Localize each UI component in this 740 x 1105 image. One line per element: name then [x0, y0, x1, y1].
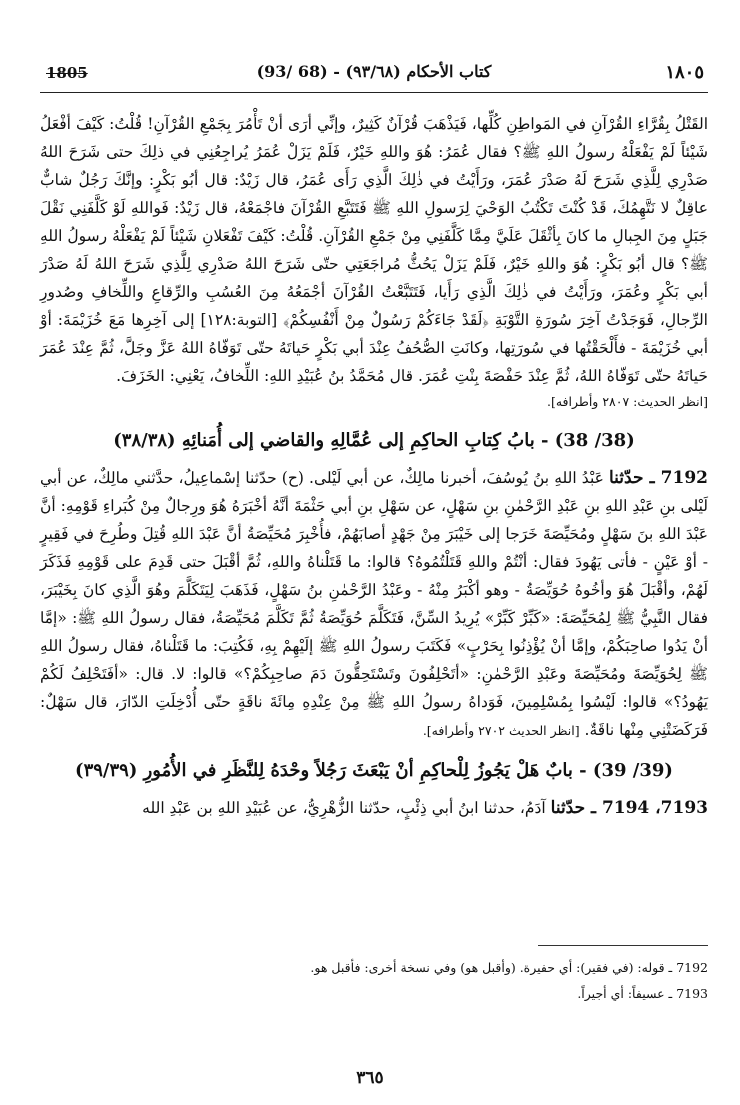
- hadith-7192: [40, 464, 708, 744]
- hadith-number: 7193، 7194 ـ حدّثنا: [550, 798, 708, 818]
- main-text: [40, 110, 708, 822]
- footnote-divider: [538, 945, 708, 946]
- chapter-heading: (39/ 39) - بابٌ هَلْ يَجُوزُ لِلْحاكِمِ أنْ يَبْعَثَ رَجُلاً وحْدَهُ لِلنَّظَرِ في الأُمُورِ (٣٩/٣٩): [75, 760, 673, 781]
- page-header: [40, 58, 708, 93]
- footnote: 7193 ـ عسيفاً: أي أجيراً.: [577, 986, 708, 1001]
- footnotes: [40, 955, 708, 1007]
- page-number: ٣٦٥: [356, 1068, 384, 1088]
- cross-reference: [انظر الحديث ٢٧٠٢ وأطرافه].: [422, 723, 580, 738]
- hadith-text: آدَمُ، حدثنا ابنُ أبي ذِئْبٍ، حدّثنا الزُّهْرِيُّ، عن عُبَيْدِ اللهِ بن عَبْدِ الله: [142, 799, 546, 817]
- header-page-number-latin: 1805: [46, 64, 88, 82]
- chapter-heading: (38/ 38) - بابُ كِتابِ الحاكِمِ إلى عُمَّالِهِ والقاضي إلى أُمَنائِهِ (٣٨/٣٨): [113, 430, 635, 451]
- hadith-number: 7192 ـ حدّثنا: [609, 468, 708, 488]
- header-running-title: (93/ 68) - كتاب الأحكام (٩٣/٦٨): [256, 62, 492, 81]
- hadith-text: عَبْدُ اللهِ بنُ يُوسُفَ، أخبرنا مالِكٌ، عن أبي لَيْلى. (ح) حدّثنا إسْماعِيلُ، حدَّثني مالِكٌ، عن أبي لَيْلى بنِ عَبْدِ اللهِ بنِ عَبْدِ الرَّحْمٰنِ بنِ سَهْلٍ، عن سَهْلِ بنِ أبي حَثْمَةَ أنَّهُ أخْبَرَهُ هُوَ ورِجالٌ مِنْ كُبَراءِ قَوْمِهِ: أنَّ عَبْدَ اللهِ بنَ سَهْلٍ ومُحَيِّصَةَ خَرَجا إلى خَيْبَرَ مِنْ جَهْدٍ أصابَهُمْ، فأُخْبِرَ مُحَيِّصَةُ أنَّ عَبْدَ اللهِ قُتِلَ وطُرِحَ في فَقِيرٍ - أوْ عَيْنٍ - فأتى يَهُودَ فقال: أنْتُمْ واللهِ قَتَلْتُمُوهُ؟ قالوا: ما قَتَلْناهُ واللهِ، ثُمَّ أقْبَلَ حتى قَدِمَ على قَوْمِهِ فَذَكَرَ لَهُمْ، وأقْبَلَ هُوَ وأخُوهُ حُوَيِّصَةُ - وهو أكْبَرُ مِنْهُ - وعَبْدُ الرَّحْمٰنِ بنُ سَهْلٍ، فَذَهَبَ لِيَتَكَلَّمَ وهُوَ الَّذِي كانَ بِخَيْبَرَ، فقال النَّبِيُّ ﷺ لِمُحَيِّصَةَ: «كَبِّرْ كَبِّرْ» يُرِيدُ السِّنَّ، فَتَكَلَّمَ حُوَيِّصَةُ ثُمَّ تَكَلَّمَ مُحَيِّصَةُ، فقال رسولُ اللهِ ﷺ: «إمَّا أنْ يَدُوا صاحِبَكُمْ، وإمَّا أنْ يُؤْذِنُوا بِحَرْبٍ» فَكَتَبَ رسولُ اللهِ ﷺ إلَيْهِمْ بِهِ، فَكُتِبَ: ما قَتَلْناهُ، فقال رسولُ اللهِ ﷺ لِحُوَيِّصَةَ ومُحَيِّصَةَ وعَبْدِ الرَّحْمٰنِ: «أتَحْلِفُونَ وتَسْتَحِقُّونَ دَمَ صاحِبِكُمْ؟» قالوا: لا. قال: «أفَتَحْلِفُ لَكُمْ يَهُودُ؟» قالوا: لَيْسُوا بِمُسْلِمِينَ، فَوَداهُ رسولُ اللهِ ﷺ مِنْ عِنْدِهِ مِائَةَ ناقَةٍ حتّى أُدْخِلَتِ الدّارَ، قال سَهْلٌ: فَرَكَضَتْنِي مِنْها ناقَةٌ.: [40, 469, 708, 739]
- hadith-continuation: القَتْلُ بِقُرَّاءِ القُرْآنِ في المَواطِنِ كُلِّها، فَيَذْهَبَ قُرْآنٌ كَثِيرٌ، وإنِّي أرَى أنْ تَأْمُرَ بِجَمْعِ القُرْآنِ! قُلْتُ: كَيْفَ أفْعَلُ شَيْئاً لَمْ يَفْعَلْهُ رسولُ اللهِ ﷺ؟ فقال عُمَرُ: هُوَ واللهِ خَيْرٌ، فَلَمْ يَزَلْ عُمَرُ يُراجِعُنِي في ذلِكَ حتى شَرَحَ اللهُ صَدْرِي لِلَّذِي شَرَحَ لَهُ صَدْرَ عُمَرَ، ورَأَيْتُ في ذٰلِكَ الَّذِي رَأَى عُمَرُ، قال زَيْدٌ: قال أبُو بَكْرٍ: وإنَّكَ رَجُلٌ شابٌّ عاقِلٌ لا نَتَّهِمُكَ، قَدْ كُنْتَ تَكْتُبُ الوَحْيَ لِرَسولِ اللهِ ﷺ فَتَتَبَّعِ القُرْآنَ فاجْمَعْهُ، قال زَيْدٌ: فَواللهِ لَوْ كَلَّفَنِي نَقْلَ جَبَلٍ مِنَ الجِبالِ ما كانَ بِأثْقَلَ عَلَيَّ مِمَّا كَلَّفَنِي مِنْ جَمْعِ القُرْآنِ. قُلْتُ: كَيْفَ تَفْعَلانِ شَيْئاً لَمْ يَفْعَلْهُ رسولُ اللهِ ﷺ؟ قال أبُو بَكْرٍ: هُوَ واللهِ خَيْرٌ، فَلَمْ يَزَلْ يَحُثُّ مُراجَعَتِي حتّى شَرَحَ اللهُ صَدْرِي لِلَّذِي شَرَحَ اللهُ لَهُ صَدْرَ أبي بَكْرٍ وعُمَرَ، ورَأَيْتُ في ذٰلِكَ الَّذِي رَأَيا، فَتَتَبَّعْتُ القُرْآنَ أجْمَعُهُ مِنَ العُسُبِ والرِّقاعِ واللِّخافِ وصُدورِ الرِّجالِ، فَوَجَدْتُ آخِرَ سُورَةِ التَّوْبَةِ ﴿لَقَدْ جَاءَكُمْ رَسُولٌ مِنْ أَنْفُسِكُمْ﴾ [التوبة:١٢٨] إلى آخِرِها مَعَ خُزَيْمَةَ: أوْ أبي خُزَيْمَةَ - فأَلْحَقْتُها في سُورَتِها، وكانَتِ الصُّحُفُ عِنْدَ أبي بَكْرٍ حَياتَهُ حتّى تَوَفّاهُ اللهُ عَزَّ وجَلَّ، ثُمَّ عِنْدَ عُمَرَ حَياتَهُ حتّى تَوَفّاهُ اللهُ، ثُمَّ عِنْدَ حَفْصَةَ بِنْتِ عُمَرَ. قال مُحَمَّدُ بنُ عُبَيْدِ اللهِ: اللِّخافُ، يَعْنِي: الخَزَفَ.: [40, 115, 708, 385]
- footnote: 7192 ـ قوله: (في فقير): أي حفيرة. (وأقبل هو) وفي نسخة أخرى: فأقبل هو.: [310, 960, 708, 975]
- hadith-7193: [40, 794, 708, 822]
- header-page-number-arabic: ١٨٠٥: [665, 62, 704, 83]
- cross-reference: [انظر الحديث: ٢٨٠٧ وأطرافه].: [546, 394, 708, 409]
